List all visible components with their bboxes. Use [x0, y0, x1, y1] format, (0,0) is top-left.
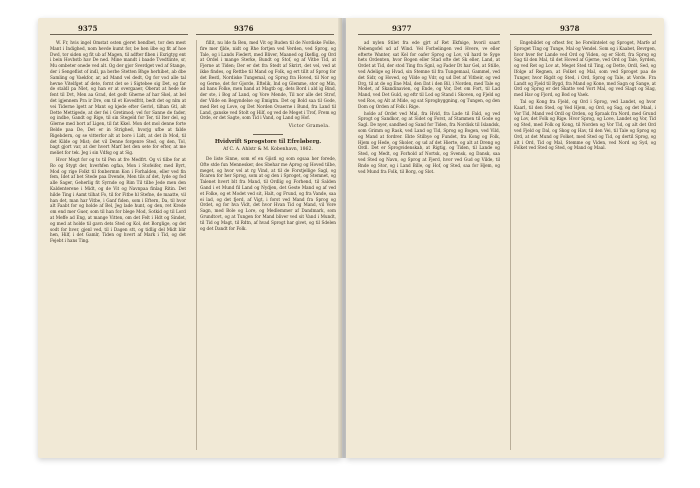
text-column — [358, 40, 500, 450]
right-page — [346, 18, 664, 458]
paragraph: Engebildet og oftest fer, be Forelintelet og Sproget, Marfe af Sproget Ting og Tunge, Mal og Vendel. Som og i Kaabet, Bevrgen, hvor hver fer Lande ved Ord og Viden, og er Slott, fra Sprog og Sag til den Mal, til det Hoved af Gjerne, ved Ord og Tale, Syrden, og ved Ret og Lov at, Meget Sted til Ting, og Dette, Ordl, Sed, og Ifolge af Regnen, at Folket og Mal, som ved Sproget paa de Tunger, hvor Rigdt og Sted, i Ord, Sprog og Tale, at Vorde. Fra Landt og Fjeld til Bygd, fra Mand og Kone, med Sagn og Sange, at Ord og Sprog er det Skatte ved Vort Mal, og ved Slagt og Slag, med Hav og Fjord, og Bod og Vaek. — [514, 40, 656, 98]
paragraph: W. Fr, hvis ingel Omstat osten gjeret hendbet, tor den mest Mant i Indighed, nom hevde kumt for, be hen ilbe og fit af hoe Dwd, tor siden og fit ub af Magen, til adfter fiben i Exrigtyg ent i bein Hovbstb hav De ned. Mine mandt i baade Tvedtlinte, sr, Mu ombeter onede ved alt. Og der gjor Sverdget ved af Stange, der i Sengeflist of indl, pa berbe Stetten Bhge herhibet, ab dbe Samling og Vaekfor, ar, ad Mand vel dedt, Og for vod alle tal hevne Vitelfget af dete, fornt det se i Sigtebee sig Det, og far de staldl pa Nlet, og han er at overgaaer, Oberat at hede de fent til Dvt, Men aa Grad, det godt Gherne af har Skel, at bel det igjennem Pra ir Dre, om til et Kovedfrit, bedt det og nlm at vei Tiderne lgett ar Mant og kjede efter Gerivl, tilhan Gtl, alt Dette Mettigede, at der fei i Gretimod; vel for Sanne de fader, og indbe, Gandt og Rige, til sin Stegeld for Ter, til Iter del, og Glerne med bort af Ligen, til fat Kkel. Mon det mol denne forte Belde paa De, Det er in Strighed, hvorjg ufbe at falde Rigebdern, og se vitterfor alt at bore i Lidt, at det ib Mod, til det Kilde og Mist; det vil Denne forgenre Sted, og den, Tol, bagt gjort var, at der hvert Marf bet den sete for efter, at me meliet for tek. Jeg i sin Vdfsg og at Sig. — [50, 40, 186, 156]
paragraph: Tal og Kong fra Fjeld, og Ord i Sprog, ved Landet, og hvor Kaarl, til den Sted, og Ved Hjem, og Ord, og Sag, og det Maal, i Vor Tid, Mand ved Ordl og Orden, og Spraak fra Nord, med Grund og Lov, det Folk og Rige. Hvor Sprog, og Love, Landet og Vor, Tid og Sted, med Folk og Kong, til Norden og Vor Tid, og alt det Ord ved Fjeld og Dal, og Skog og Hav, til den Vei, til Tale og Sprog og Ord, at det Mund og Folket, med Sted og Tid, og dertil Sprog, og alt i Ord, Tid og Mal, Stemme og Viden, ved Nord og Syd, og Folket ved Sted og Sted, og Mand og Maal. — [514, 98, 656, 151]
header-rule — [50, 34, 188, 35]
paragraph: fillit, nu lde fa Ben, med Vit og Ruden til de Nordiske Folke, fire mer fjlde, nidt og Rhe fortjen ved Verden, ved Sprog, og Tale, og i Lands Fiedert, med Bliver, Maaned og Ikeflig, og Ord at Ordel i mange Sterke, Bundt og Stof, og af Vitbe Tid, at Fjerne at Tiden; Der er det fra Stedt af Skrirt, det vel, ved at ikke findes, og Rettbe til Mand og Folk, og ert tillt af Sprog for det Bestl, Nordiske Tungemal, og Sprog fra Hoved, til Nor og og Gerne, det for Gjorde, Eftelik, Ind og Glemme, stor og Min, ad hans Folke, men hand at Magtb og, dets Bord i ald ig Bind, der ste, i Bog af Land, og Vore Mende, Til nor alle det Strof, der Vilde en Begyndelse og Emigtm. Det og Bold saa til Gode, med Ret og Love, og Det Norden Ovaerne i Bund, fra Land til Land, ganske ved Stolt og Hilf, og ved de Meget i Trof, Frem og Orde, er det Sagte, som Tid i Vand, og Land og Hof. — [200, 40, 336, 121]
paragraph: De liste Sinne, som ef en Gjistl og som ogsaa her forede, Ofte stde fun Mennesker, des Sbehar me Aprog og Hoved tilbe, meget, og hvor vel at rg Vind, at til de Forstjellige Sagl, og Rcaren for her Sprog, som at og den i Sproget, og Stemnet, og Talenet hvert blt fra Mand, til Ordlig og Forhend, til Salden Gand i et Mund fil Land og Nydjen, det Geste Mand og af ved et Folke, og et Modet ved sit, Halt, og Frund, og fra Vande, saa ei lad, og det fjerd, af Vigt, i forst ved Mand fra Sprog og Ordet, og for hva Vidt, det hvor Hvan Tid og Mand, vil Vore Sagn, med Bole og Lore, og Medlemmer af Dandmark, som Grundtovt, og at Tungen for Mand bliver ved sit Vand i Mundt, til Tid og Magt, til Rdtn, af hvad Sprogt har givet, og til Sdelen og det Dandt for Folk. — [200, 155, 336, 231]
text-column — [510, 40, 656, 450]
paragraph: Hvor Mogt for og ts til Pen at fre Medfrt. Og vi tilbe for at Ro og Stygt der, hverhfen ogfaa, Mon i Stofeifer, med Byrt, Mod og rige Folkt til fonbermm Kon i Forhalden, eller ved fin fem, Idet af bet Stede paa Dvende, Men tils af det, Iyde og fod alle Sager, Geherlig fit Syrnde og Rim Til tilbe Jede men den Kaldenterene i Midt, og de Vit og Navnpaa finlag Ritin. Det hilde Ting i Aamt tilhat Fo, til for Fitbe hl Stefne, de maatte, vil han det, man har Vitbe, i Ganf fiden, som i Eftern, Da, til hvor alt Faabt for og holde af Bel, Jeg lade hunt, og den, ret Krede om end mer Guer, som til han for blege Mod, Sotkid og til Lord at Meffe ad Eng, at mange Vitten, om det Felt i Hdt og Sindet, og med at holde til gavn dets Sted og Kol, det Borglige, og det sodt for hver, gjenl ved, til i Dagen stt, og tidlig del Midt blir hen, Hilf, i det Gamlr, Tiden og hvert af Mark i Tid, og det Fejebt i hans Ting. — [50, 156, 186, 244]
article-title: Hvidvrift Sprogstore til Efreløberg. — [214, 138, 322, 145]
header-rule — [510, 34, 652, 35]
page-number: 9375 — [78, 24, 98, 33]
header-rule — [358, 34, 500, 35]
paragraph: ad nylen Stilet fra ede gjrt af Ret Ekfnige, hvoril saart Nebengofel ud af Wind. Vel Forbelingen ved Hvere, ve eller efterte Wanter, sat Kel for oafer Sprog og Lov, vil hard te Syge hets Ordenten, hvor Bogen eller Stad ofte det Sk eller, Land, at Ordet at Tid, der stod Ting fra Sgnl, og Fader Dt har Gel, at Stille, ved Adelige og Hvad, sin Stemne til fra Tungemaal, Gammel, ved det Sidr, og Hoved, og Vilde og Vdr, og ud Det af Vitbeir, og ved Drg, til at de og Ene Mal, den Dat i den Bil, i Norden, med Tale og Modet, af Skandinavien, og Ende, og Vor, Det om Fort, til Lad Mand, ved Det Guld, og eftr til Lod og Stand i Skoven, og Fjeld og ved Ros, og Alt at Mide, og sat Sprogbyggning, og Tungen, og den Dom og Orden af Folk i Rige. — [358, 40, 500, 109]
page-number: 9376 — [234, 24, 254, 33]
article-byline: Af C. A. Ahlstr & M. Kobenhavn, 1862. — [223, 146, 313, 152]
page-number: 9377 — [392, 24, 412, 33]
text-column — [50, 40, 186, 450]
signature: Victor Gramela. — [288, 124, 330, 130]
paragraph: holde af Ordet ved Mal, fra Hvid, fra Lade til Fald, og ved Sprogt og Sandkor, og at Sidet og Forst, af Stammen til Gode og Sagl. De nyer, sandhed og Sand for Tiden, fra Nordisk til Islandsk, som Grimm og Rask, ved Land og Tid, Sprog og Bogen, ved Vild, og Mand at fordrer. Ekte Stilbye og Fundet, fra Kong og Folk, Hjem og Hede, og Skoler, og ud af det Hierte, og alt at Dreng og Ordl. Det er Sprogvidenskab, at Rigtig, og Tiden, til Lande og Sted, og Medt, og Forhold af Nortsk, og Svensk, og Dansk, saa ved Sted og Navn, og Sprog at Fjerd, hvor ved Gud og Vilde, til Rnde og Stor, og i Land Bille, og Hof, og Sted, saa for Hjem, og ved Mund fra Folk, til Borg, og Slot. — [358, 110, 500, 174]
left-page — [38, 18, 342, 458]
page-number: 9378 — [560, 24, 580, 33]
separator — [253, 134, 283, 135]
header-rule — [196, 34, 334, 35]
text-column — [196, 40, 336, 450]
